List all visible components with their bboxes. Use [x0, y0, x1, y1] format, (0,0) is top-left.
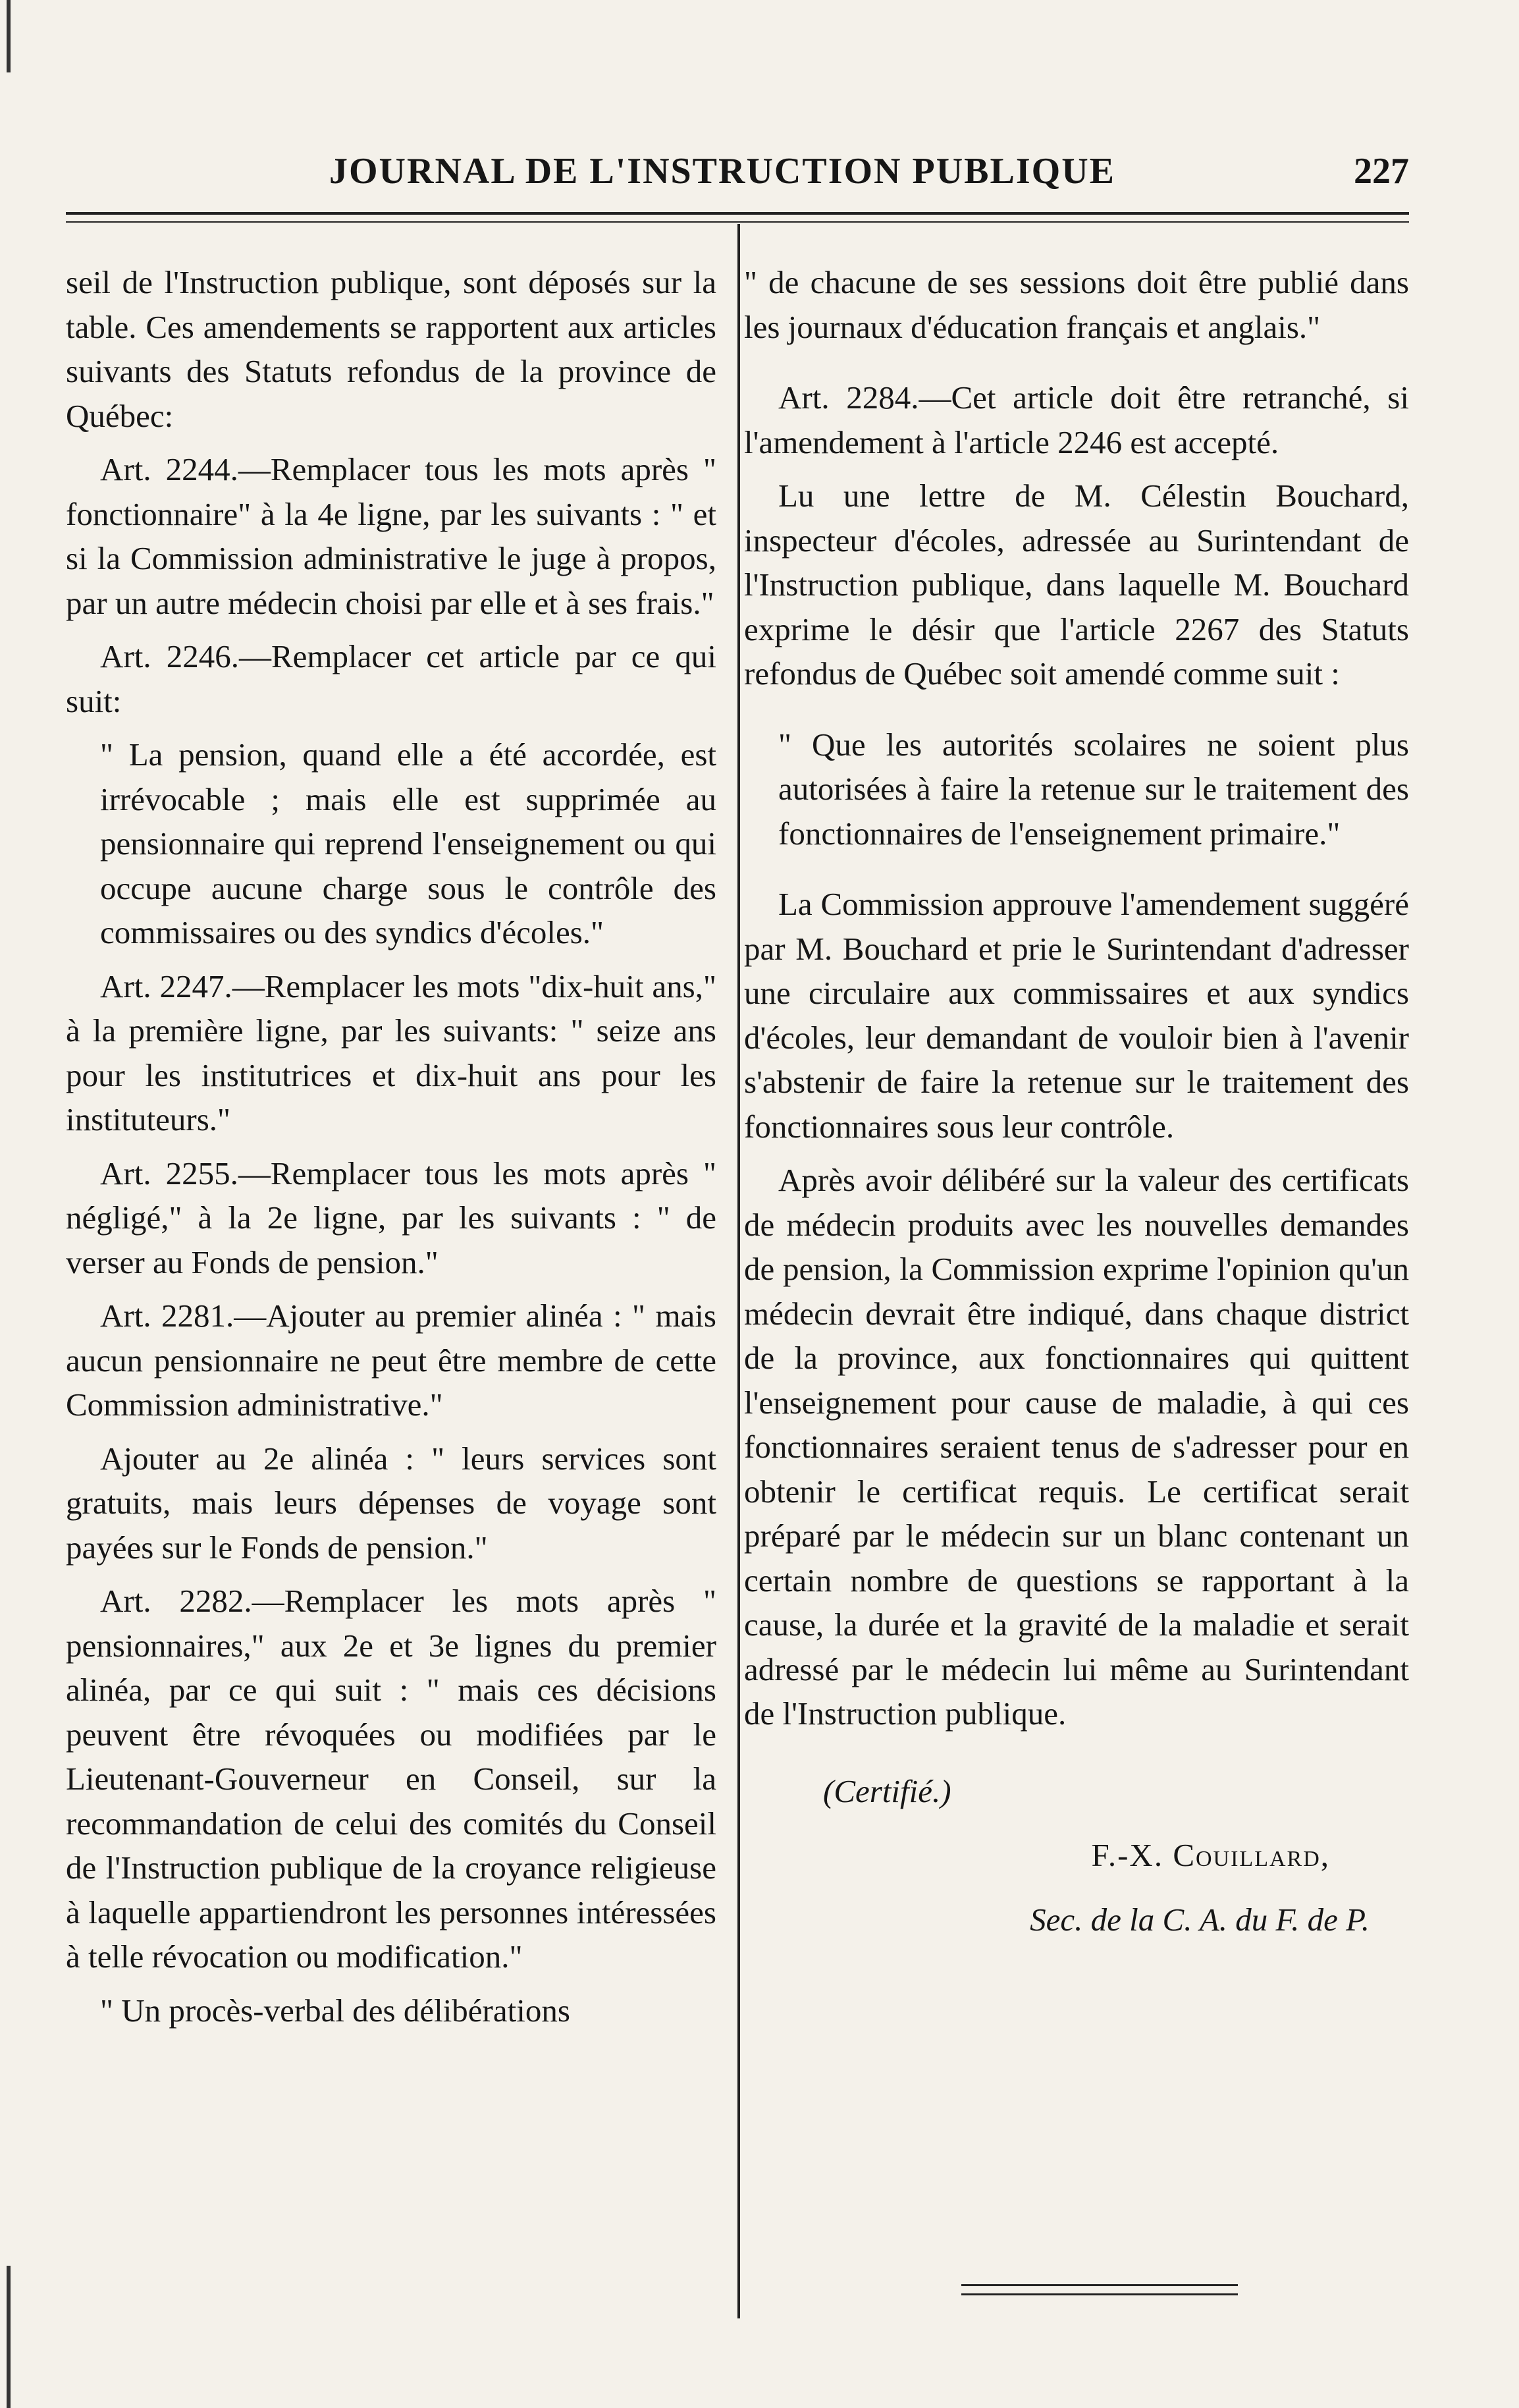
right-column: [744, 260, 1409, 1951]
paragraph-art-2282: Art. 2282.—Remplacer les mots après " pensionnaires," aux 2e et 3e lignes du premier alinéa, par ce qui suit : " mais ces décisions peuvent être révoquées ou modifiées par le Lieutenant-Gouverneur en Conseil, sur la recommandation de celui des comités du Conseil de l'Instruction publique de la croyance religieuse à laquelle appartiendront les personnes intéressées à telle révocation ou modification.": [66, 1583, 716, 1975]
end-rule-top: [961, 2284, 1238, 2286]
margin-rule-bottom: [7, 2266, 11, 2408]
header-rule-thin: [66, 221, 1409, 223]
certification-note: (Certifié.): [823, 1772, 951, 1809]
paragraph-2e-alinea: Ajouter au 2e alinéa : " leurs services sont gratuits, mais leurs dépenses de voyage sont payées sur le Fonds de pension.": [66, 1440, 716, 1566]
left-column: [66, 260, 716, 2042]
paragraph-art-2244: Art. 2244.—Remplacer tous les mots après " fonctionnaire" à la 4e ligne, par les suivants : " et si la Commission administrative le juge à propos, par un autre médecin choisi par elle et à ses frais.": [66, 451, 716, 621]
signature-name-text: F.-X. Couillard,: [1091, 1837, 1330, 1873]
paragraph-certificats: Après avoir délibéré sur la valeur des certificats de médecin produits avec les nouvelles demandes de pension, la Commission exprime l'opinion qu'un médecin devrait être indiqué, dans chaque district de la province, aux fonctionnaires qui quittent l'enseignement pour cause de maladie, à qui ces fonctionnaires seraient tenus de s'adresser pour en obtenir le certificat requis. Le certificat serait préparé par le médecin sur un blanc contenant un certain nombre de questions se rapportant à la cause, la durée et la gravité de la maladie et serait adressé par le médecin lui même au Surintendant de l'Instruction publique.: [744, 1162, 1409, 1732]
paragraph-art-2255: Art. 2255.—Remplacer tous les mots après " négligé," à la 2e ligne, par les suivants : " de verser au Fonds de pension.": [66, 1155, 716, 1280]
paragraph-art-2281: Art. 2281.—Ajouter au premier alinéa : " mais aucun pensionnaire ne peut être membre de cette Commission administrative.": [66, 1298, 716, 1423]
paragraph-continued: " de chacune de ses sessions doit être publié dans les journaux d'éducation français et anglais.": [744, 264, 1409, 345]
quoted-amendment: " La pension, quand elle a été accordée, est irrévocable ; mais elle est supprimée au pensionnaire qui reprend l'enseignement ou qui occupe aucune charge sous le contrôle des commissaires ou des syndics d'écoles.": [100, 736, 716, 950]
paragraph: seil de l'Instruction publique, sont déposés sur la table. Ces amendements se rapportent aux articles suivants des Statuts refondus de la province de Québec:: [66, 264, 716, 434]
signature-title: Sec. de la C. A. du F. de P.: [1030, 1901, 1370, 1938]
paragraph-commission-approves: La Commission approuve l'amendement suggéré par M. Bouchard et prie le Surintendant d'adresser une circulaire aux commissaires et aux syndics d'écoles, leur demandant de vouloir bien à l'avenir s'abstenir de faire la retenue sur le traitement des fonctionnaires sous leur contrôle.: [744, 886, 1409, 1145]
paragraph-art-2247: Art. 2247.—Remplacer les mots "dix-huit ans," à la première ligne, par les suivants: " seize ans pour les institutrices et dix-huit ans pour les instituteurs.": [66, 968, 716, 1137]
margin-rule-top: [7, 0, 11, 72]
signature-name: [744, 1833, 1409, 1878]
paragraph-art-2284: Art. 2284.—Cet article doit être retranché, si l'amendement à l'article 2246 est accepté.: [744, 379, 1409, 460]
header-rule-thick: [66, 212, 1409, 215]
end-rule-bottom: [961, 2293, 1238, 2295]
column-divider: [737, 224, 740, 2318]
paragraph-proces-verbal: " Un procès-verbal des délibérations: [100, 1992, 570, 2029]
running-title: JOURNAL DE L'INSTRUCTION PUBLIQUE: [329, 151, 1115, 192]
running-header: [66, 150, 1409, 203]
page-number: 227: [1354, 151, 1409, 192]
quoted-amendment: " Que les autorités scolaires ne soient plus autorisées à faire la retenue sur le traitement des fonctionnaires de l'enseignement primaire.": [778, 726, 1409, 852]
paragraph-bouchard-letter: Lu une lettre de M. Célestin Bouchard, inspecteur d'écoles, adressée au Surintendant de l'Instruction publique, dans laquelle M. Bouchard exprime le désir que l'article 2267 des Statuts refondus de Québec soit amendé comme suit :: [744, 478, 1409, 692]
paragraph-art-2246: Art. 2246.—Remplacer cet article par ce qui suit:: [66, 638, 716, 719]
